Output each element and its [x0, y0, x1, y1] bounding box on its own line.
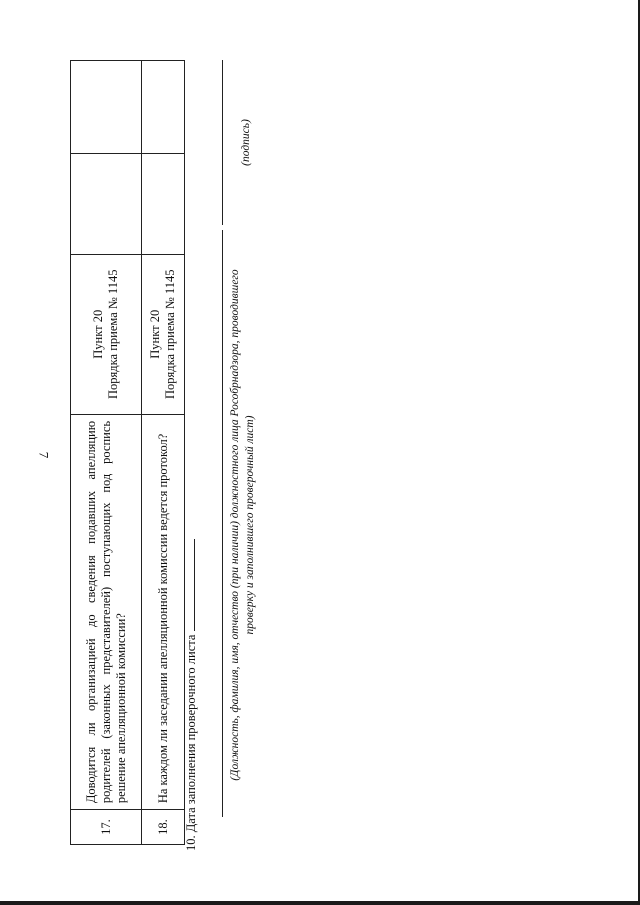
row-number: 17.: [71, 810, 142, 845]
page-number: 7: [36, 451, 52, 459]
signature-caption-line: проверку и заполнившего проверочный лист): [244, 415, 256, 635]
answer-cell: [71, 61, 142, 154]
reference-cell: [142, 254, 185, 414]
fill-date: [184, 539, 199, 851]
reference-line: Пункт 20: [148, 309, 162, 359]
fill-date-label: 10. Дата заполнения проверочного листа: [184, 634, 198, 851]
signature-name-line: [222, 230, 223, 817]
answer-cell: [71, 153, 142, 254]
signature-caption-line: (Должность, фамилия, имя, отчество (при наличии) должностного лица Рособрнадзора, проводившего: [229, 269, 241, 781]
rotated-page-content: [70, 60, 285, 851]
reference-cell: [71, 254, 142, 414]
answer-cell: [142, 153, 185, 254]
question-text: Доводится ли организацией до сведения подавших апелляцию родителей (законных представителей) поступающих под роспись решение апелляционной комиссии?: [71, 414, 142, 809]
reference-line: Пункт 20: [91, 309, 105, 359]
signature-caption: [228, 245, 258, 805]
reference-line: Порядка приема № 1145: [163, 269, 177, 399]
reference-line: Порядка приема № 1145: [106, 269, 120, 399]
table-row: [142, 61, 185, 845]
checklist-table: [70, 60, 185, 845]
table-row: [71, 61, 142, 845]
row-number: 18.: [142, 810, 185, 845]
answer-cell: [142, 61, 185, 154]
signature-label: (подпись): [240, 119, 252, 166]
signature-line: [222, 60, 223, 225]
scan-edge: [0, 901, 640, 905]
question-text: На каждом ли заседании апелляционной комиссии ведется протокол?: [142, 414, 185, 809]
fill-date-line: [194, 539, 195, 631]
